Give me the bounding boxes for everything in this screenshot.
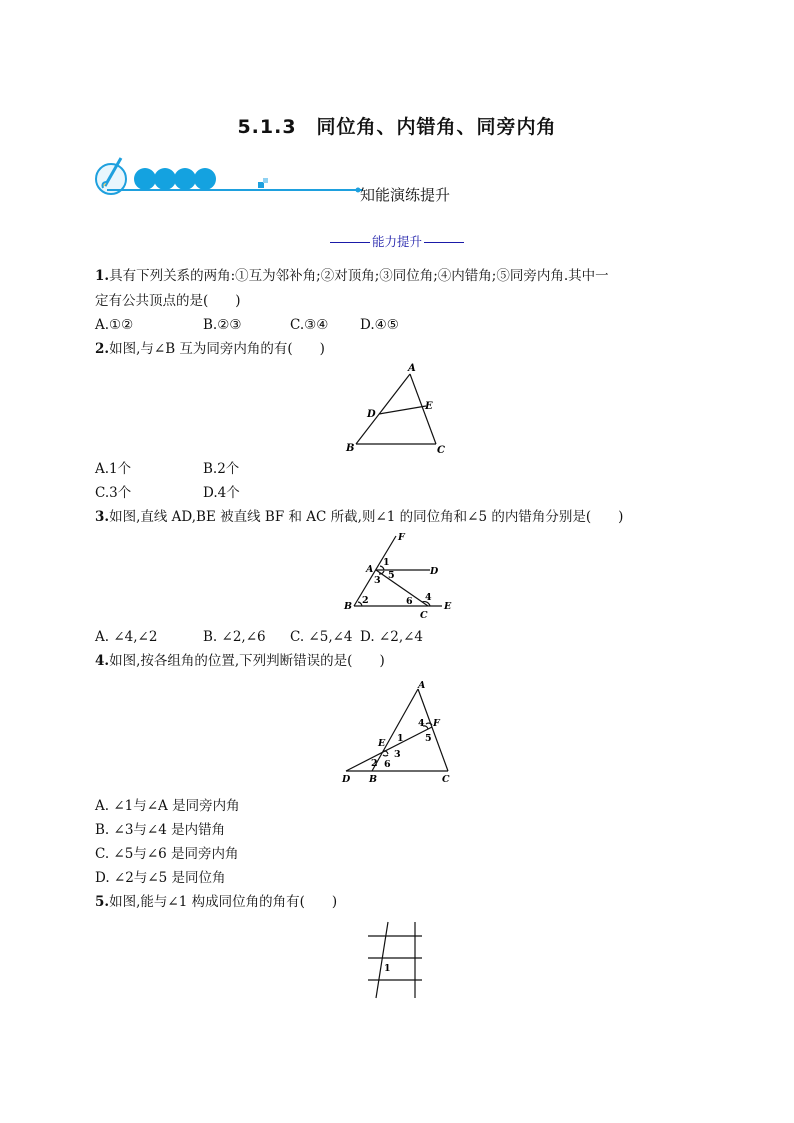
q3-option-c: C. ∠5,∠4	[290, 629, 353, 645]
q3-label-5: 5	[388, 570, 395, 581]
q4-label-2: 2	[371, 758, 378, 769]
q2-label-d: D	[367, 409, 376, 420]
q4-label-1: 1	[397, 733, 404, 744]
q5-stem: 5.如图,能与∠1 构成同位角的角有( )	[95, 894, 338, 910]
q4-option-c: C. ∠5与∠6 是同旁内角	[95, 846, 239, 862]
q2-option-c: C.3个	[95, 485, 132, 501]
q2-option-a: A.1个	[95, 461, 132, 477]
banner-dot-4	[194, 168, 216, 190]
q2-label-b: B	[346, 443, 355, 454]
q1-line1: 1.具有下列关系的两角:①互为邻补角;②对顶角;③同位角;④内错角;⑤同旁内角.其中一	[95, 268, 609, 284]
banner-title: 知能演练提升	[360, 186, 451, 204]
q4-stem: 4.如图,按各组角的位置,下列判断错误的是( )	[95, 653, 385, 669]
q3-label-f: F	[398, 532, 405, 543]
q3-label-c: C	[420, 610, 428, 621]
q5-figure	[360, 918, 430, 1003]
banner-dot-1	[134, 168, 156, 190]
q3-label-e: E	[444, 601, 452, 612]
q4-label-c: C	[442, 774, 450, 785]
q4-label-d: D	[342, 774, 351, 785]
q3-label-d: D	[430, 566, 439, 577]
q2-label-c: C	[437, 445, 445, 456]
q1-option-b: B.②③	[203, 317, 242, 333]
q3-label-a: A	[366, 564, 374, 575]
q3-option-b: B. ∠2,∠6	[203, 629, 266, 645]
q4-label-a: A	[418, 680, 426, 691]
q3-option-d: D. ∠2,∠4	[360, 629, 424, 645]
q3-stem: 3.如图,直线 AD,BE 被直线 BF 和 AC 所截,则∠1 的同位角和∠5 的内错角分别是( )	[95, 509, 624, 525]
q4-option-a: A. ∠1与∠A 是同旁内角	[95, 798, 240, 814]
q1-option-a: A.①②	[95, 317, 134, 333]
q4-figure	[338, 675, 458, 790]
q4-label-5: 5	[425, 733, 432, 744]
q3-label-6: 6	[406, 596, 413, 607]
q3-option-a: A. ∠4,∠2	[95, 629, 158, 645]
q1-option-d: D.④⑤	[360, 317, 399, 333]
q1-option-c: C.③④	[290, 317, 329, 333]
q2-option-b: B.2个	[203, 461, 240, 477]
q3-label-1: 1	[383, 557, 390, 568]
q4-label-6: 6	[384, 759, 391, 770]
q4-option-d: D. ∠2与∠5 是同位角	[95, 870, 226, 886]
q4-label-f: F	[433, 718, 440, 729]
q2-label-a: A	[408, 363, 416, 374]
q3-label-4: 4	[425, 592, 432, 603]
q4-label-4: 4	[418, 718, 425, 729]
banner-dot-3	[174, 168, 196, 190]
q2-stem: 2.如图,与∠B 互为同旁内角的有( )	[95, 341, 325, 357]
q4-label-e: E	[378, 738, 386, 749]
q2-label-e: E	[425, 401, 433, 412]
q4-option-b: B. ∠3与∠4 是内错角	[95, 822, 226, 838]
section-heading	[0, 232, 794, 250]
q2-option-d: D.4个	[203, 485, 240, 501]
q3-label-b: B	[344, 601, 353, 612]
q5-label-1: 1	[384, 963, 391, 974]
q1-line2: 定有公共顶点的是( )	[95, 293, 241, 309]
q3-label-2: 2	[362, 595, 369, 606]
q3-label-3: 3	[374, 575, 381, 586]
page-title: 5.1.3 同位角、内错角、同旁内角	[237, 116, 557, 138]
banner-dot-2	[154, 168, 176, 190]
q3-figure	[338, 530, 468, 622]
q2-figure	[340, 360, 460, 458]
q4-label-3: 3	[394, 749, 401, 760]
q4-label-b: B	[369, 774, 378, 785]
section-label: 能力提升	[371, 234, 422, 249]
